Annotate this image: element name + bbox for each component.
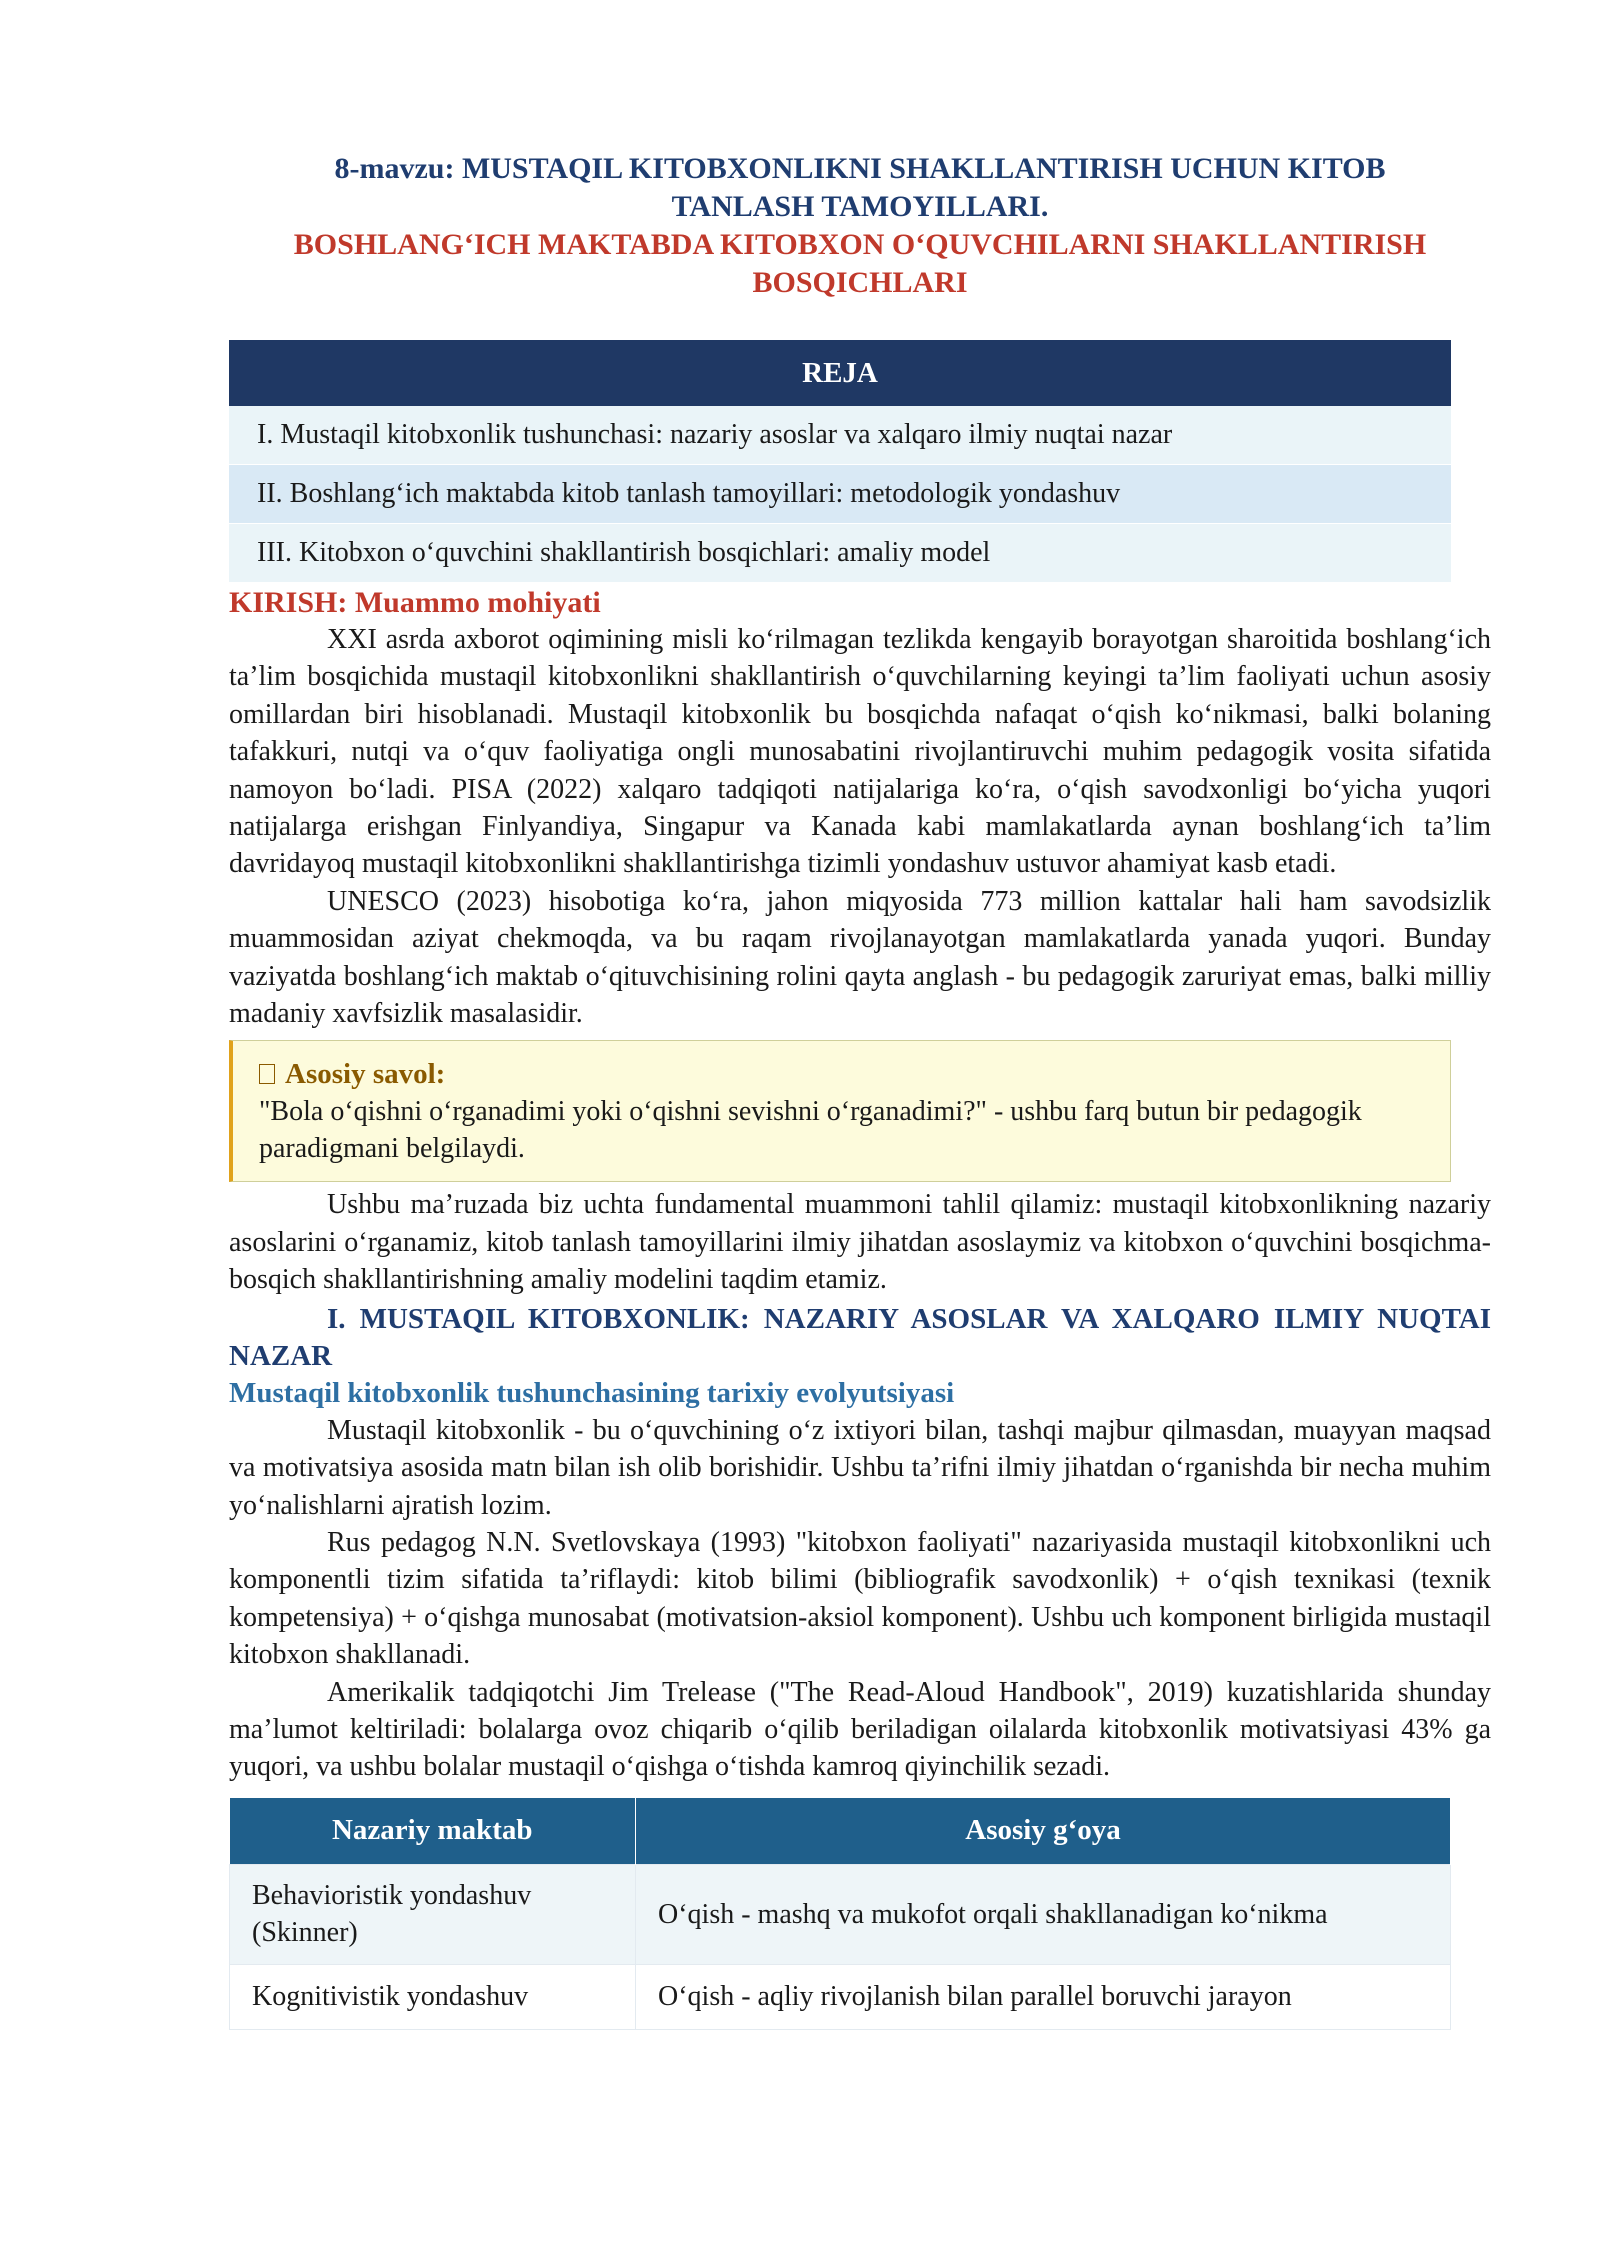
topic-subtitle-line2: BOSQICHLARI [752,266,968,299]
topic-title [229,150,1491,226]
column-header: Nazariy maktab [230,1798,636,1865]
table-row [230,1864,1451,1964]
topic-subtitle [229,226,1491,302]
intro-paragraph: UNESCO (2023) hisobotiga ko‘ra, jahon miqyosida 773 million kattalar hali ham savodsizlik muammosidan aziyat chekmoqda, va bu raqam rivojlanayotgan mamlakatlarda yanada yuqori. Bunday vaziyatda boshlang‘ich maktab o‘qituvchisining rolini qayta anglash - bu pedagogik zaruriyat emas, balki milliy madaniy xavfsizlik masalasidir. [229,885,1491,1030]
table-cell: O‘qish - aqliy rivojlanish bilan parallel boruvchi jarayon [636,1964,1451,2029]
table-header-row [230,1798,1451,1865]
topic-title-line1: 8-mavzu: MUSTAQIL KITOBXONLIKNI SHAKLLANTIRISH UCHUN KITOB [334,152,1386,185]
table-cell: Behavioristik yondashuv (Skinner) [230,1864,636,1964]
key-question-callout [229,1040,1451,1182]
callout-text: "Bola o‘qishni o‘rganadimi yoki o‘qishni sevishni o‘rganadimi?" - ushbu farq butun bir pedagogik paradigmani belgilaydi. [259,1096,1362,1165]
table-row [230,1964,1451,2029]
section-paragraph: Rus pedagog N.N. Svetlovskaya (1993) "kitobxon faoliyati" nazariyasida mustaqil kitobxonlikni uch komponentli tizim sifatida ta’riflaydi: kitob bilimi (bibliografik savodxonlik) + o‘qish texnikasi (texnik kompetensiya) + o‘qishga munosabat (motivatsion-aksiol komponent). Ushbu uch komponent birligida mustaqil kitobxon shakllanadi. [229,1526,1491,1671]
topic-subtitle-line1: BOSHLANG‘ICH MAKTABDA KITOBXON O‘QUVCHILARNI SHAKLLANTIRISH [293,228,1427,261]
section-paragraph: Mustaqil kitobxonlik - bu o‘quvchining o‘z ixtiyori bilan, tashqi majbur qilmasdan, muayyan maqsad va motivatsiya asosida matn bilan ish olib borishidir. Ushbu ta’rifni ilmiy jihatdan o‘rganishda bir necha muhim yo‘nalishlarni ajratish lozim. [229,1414,1491,1521]
plan-heading: REJA [229,340,1451,406]
plan-table [229,340,1451,583]
section-paragraph: Amerikalik tadqiqotchi Jim Trelease ("The Read-Aloud Handbook", 2019) kuzatishlarida shunday ma’lumot keltiriladi: bolalarga ovoz chiqarib o‘qilib beriladigan oilalarda kitobxonlik motivatsiyasi 43% ga yuqori, va ushbu bolalar mustaqil o‘qishga o‘tishda kamroq qiyinchilik sezadi. [229,1676,1491,1783]
topic-title-line2: TANLASH TAMOYILLARI. [671,190,1049,223]
table-cell: O‘qish - mashq va mukofot orqali shakllanadigan ko‘nikma [636,1864,1451,1964]
callout-title: Asosiy savol: [285,1058,446,1091]
intro-heading: KIRISH: Muammo mohiyati [229,586,601,619]
section-heading: I. MUSTAQIL KITOBXONLIK: NAZARIY ASOSLAR VA XALQARO ILMIY NUQTAI NAZAR [229,1302,1491,1372]
table-cell: Kognitivistik yondashuv [230,1964,636,2029]
lecture-overview-paragraph: Ushbu ma’ruzada biz uchta fundamental muammoni tahlil qilamiz: mustaqil kitobxonlikning nazariy asoslarini o‘rganamiz, kitob tanlash tamoyillarini ilmiy jihatdan asoslaymiz va kitobxon o‘quvchini bosqichma-bosqich shakllantirishning amaliy modelini taqdim etamiz. [229,1189,1491,1296]
question-box-icon [259,1064,275,1084]
column-header: Asosiy g‘oya [636,1798,1451,1865]
plan-item: II. Boshlang‘ich maktabda kitob tanlash tamoyillari: metodologik yondashuv [229,465,1451,524]
subsection-heading: Mustaqil kitobxonlik tushunchasining tarixiy evolyutsiyasi [229,1376,955,1409]
plan-item: III. Kitobxon o‘quvchini shakllantirish bosqichlari: amaliy model [229,524,1451,583]
theory-schools-table [229,1798,1451,2030]
callout-title-row [259,1055,1426,1093]
document-page [229,150,1491,2030]
plan-item: I. Mustaqil kitobxonlik tushunchasi: nazariy asoslar va xalqaro ilmiy nuqtai nazar [229,406,1451,465]
intro-paragraph: XXI asrda axborot oqimining misli ko‘rilmagan tezlikda kengayib borayotgan sharoitida boshlang‘ich ta’lim bosqichida mustaqil kitobxonlikni shakllantirish o‘quvchilarning keyingi ta’lim faoliyati uchun asosiy omillardan biri hisoblanadi. Mustaqil kitobxonlik bu bosqichda nafaqat o‘qish ko‘nikmasi, balki bolaning tafakkuri, nutqi va o‘quv faoliyatiga ongli munosabatini rivojlantiruvchi muhim pedagogik vosita sifatida namoyon bo‘ladi. PISA (2022) xalqaro tadqiqoti natijalariga ko‘ra, o‘qish savodxonligi bo‘yicha yuqori natijalarga erishgan Finlyandiya, Singapur va Kanada kabi mamlakatlarda aynan boshlang‘ich ta’lim davridayoq mustaqil kitobxonlikni shakllantirishga tizimli yondashuv ustuvor ahamiyat kasb etadi. [229,624,1491,880]
